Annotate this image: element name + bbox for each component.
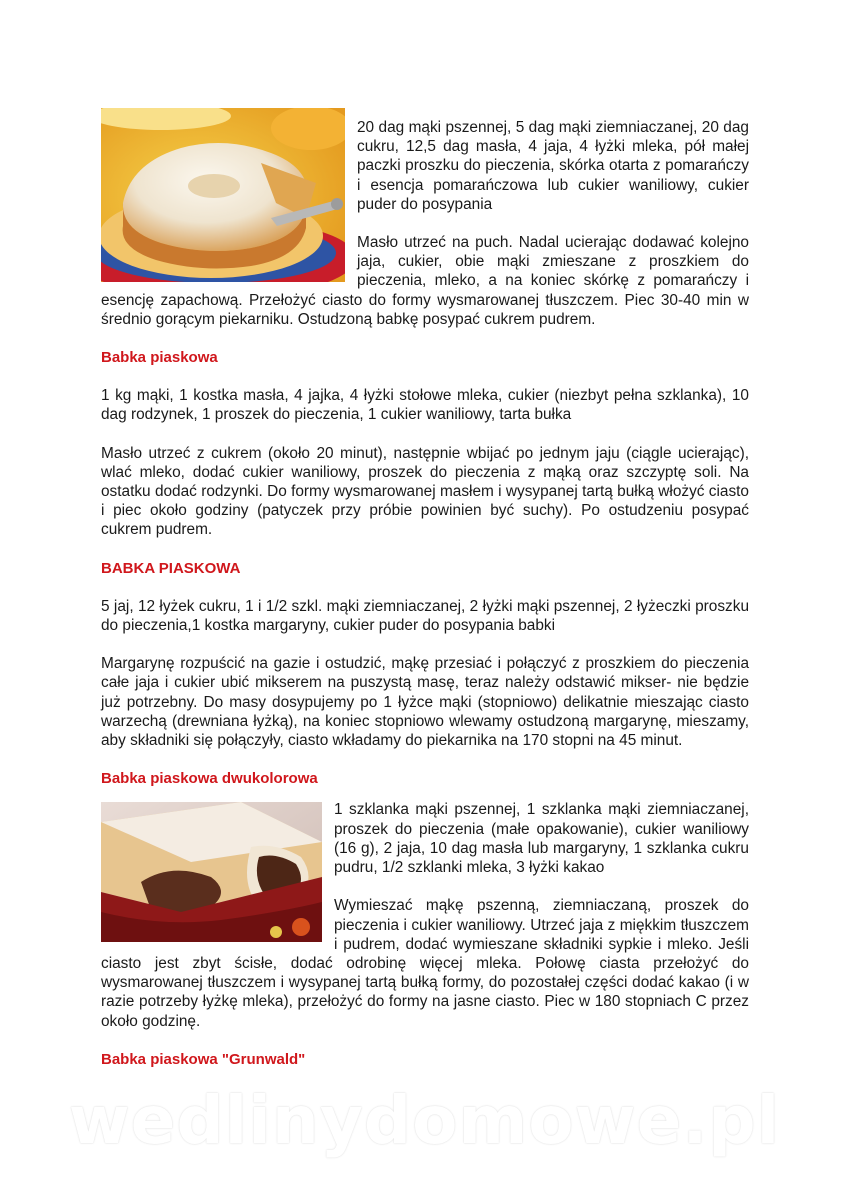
recipe-page — [101, 108, 749, 1069]
recipe2-method: Masło utrzeć z cukrem (około 20 minut), następnie wbijać po jednym jaju (ciągle ucierając), wlać mleko, dodać cukier waniliowy, proszek do pieczenia z mąką oraz szczyptę soli. Na ostatku dodać rodzynki. Do formy wysmarowanej masłem i wysypanej tartą bułką włożyć ciasto i piec około godziny (patyczek przy próbie powinien być suchy). Po ostudzeniu posypać cukrem pudrem. — [101, 444, 749, 539]
recipe2-title: Babka piaskowa — [101, 349, 218, 367]
cake-photo-icon — [101, 108, 345, 282]
watermark-text: wedlinydomowe.pl — [68, 1082, 781, 1159]
recipe3-title: BABKA PIASKOWA — [101, 559, 241, 577]
recipe5-title: Babka piaskowa "Grunwald" — [101, 1050, 306, 1068]
recipe4-ingredients: 1 szklanka mąki pszennej, 1 szklanka mąki ziemniaczanej, proszek do pieczenia (małe opakowanie), cukier waniliowy (16 g), 2 jaja, 10 dag masła lub margaryny, 1 szklanka cukru pudru, 1/2 szklanki mleka, 3 łyżki kakao — [334, 801, 749, 877]
recipe1-ingredients: 20 dag mąki pszennej, 5 dag mąki ziemniaczanej, 20 dag cukru, 12,5 dag masła, 4 jaja, 4 łyżki mleka, pół małej paczki proszku do pieczenia, skórka otarta z pomarańczy i esencja pomarańczowa lub cukier waniliowy, cukier puder do posypania — [357, 119, 749, 213]
recipe1-method: Masło utrzeć na puch. Nadal ucierając dodawać kolejno jaja, cukier, obie mąki zmieszane z proszkiem do pieczenia, mleko, a na koniec skórkę z pomarańczy i esencję zapachową. Przełożyć ciasto do formy wysmarowanej tłuszczem. Piec 30-40 min w średnio gorącym piekarniku. Ostudzoną babkę posypać cukrem pudrem. — [101, 234, 749, 328]
recipe4-title: Babka piaskowa dwukolorowa — [101, 770, 318, 788]
recipe4-method: Wymieszać mąkę pszenną, ziemniaczaną, proszek do pieczenia i cukier waniliowy. Utrzeć jaja z miękkim tłuszczem i pudrem, dodać wymieszane składniki sypkie i mleko. Jeśli ciasto jest zbyt ścisłe, dodać odrobinę więcej mleka. Połowę ciasta przełożyć do wysmarowanej tłuszczem i wysypanej tartą bułką formy, do pozostałej części dodać kakao (i w razie potrzeby łyżkę mleka), przełożyć do formy na jasne ciasto. Piec w 180 stopniach C przez około godzinę. — [101, 897, 749, 1030]
recipe2-ingredients: 1 kg mąki, 1 kostka masła, 4 jajka, 4 łyżki stołowe mleka, cukier (niezbyt pełna szklanka), 10 dag rodzynek, 1 proszek do pieczenia, 1 cukier waniliowy, tarta bułka — [101, 387, 749, 424]
recipe3-ingredients: 5 jaj, 12 łyżek cukru, 1 i 1/2 szkl. mąki ziemniaczanej, 2 łyżki mąki pszennej, 2 łyżeczki proszku do pieczenia,1 kostka margaryny, cukier puder do posypania babki — [101, 597, 749, 635]
recipe3-method: Margarynę rozpuścić na gazie i ostudzić, mąkę przesiać i połączyć z proszkiem do pieczenia całe jaja i cukier ubić mikserem na puszystą masę, teraz należy odstawić mikser- nie będzie już potrzebny. Do masy dosypujemy po 1 łyżce mąki (stopniowo) delikatnie mieszając ciasto warzechą (drewniana łyżką), na koniec stopniowo wlewamy ostudzoną margarynę, mieszamy, aby składniki się połączyły, ciasto wkładamy do piekarnika na 170 stopni na 45 minut. — [101, 655, 749, 750]
marble-cake-photo-icon — [101, 802, 322, 942]
